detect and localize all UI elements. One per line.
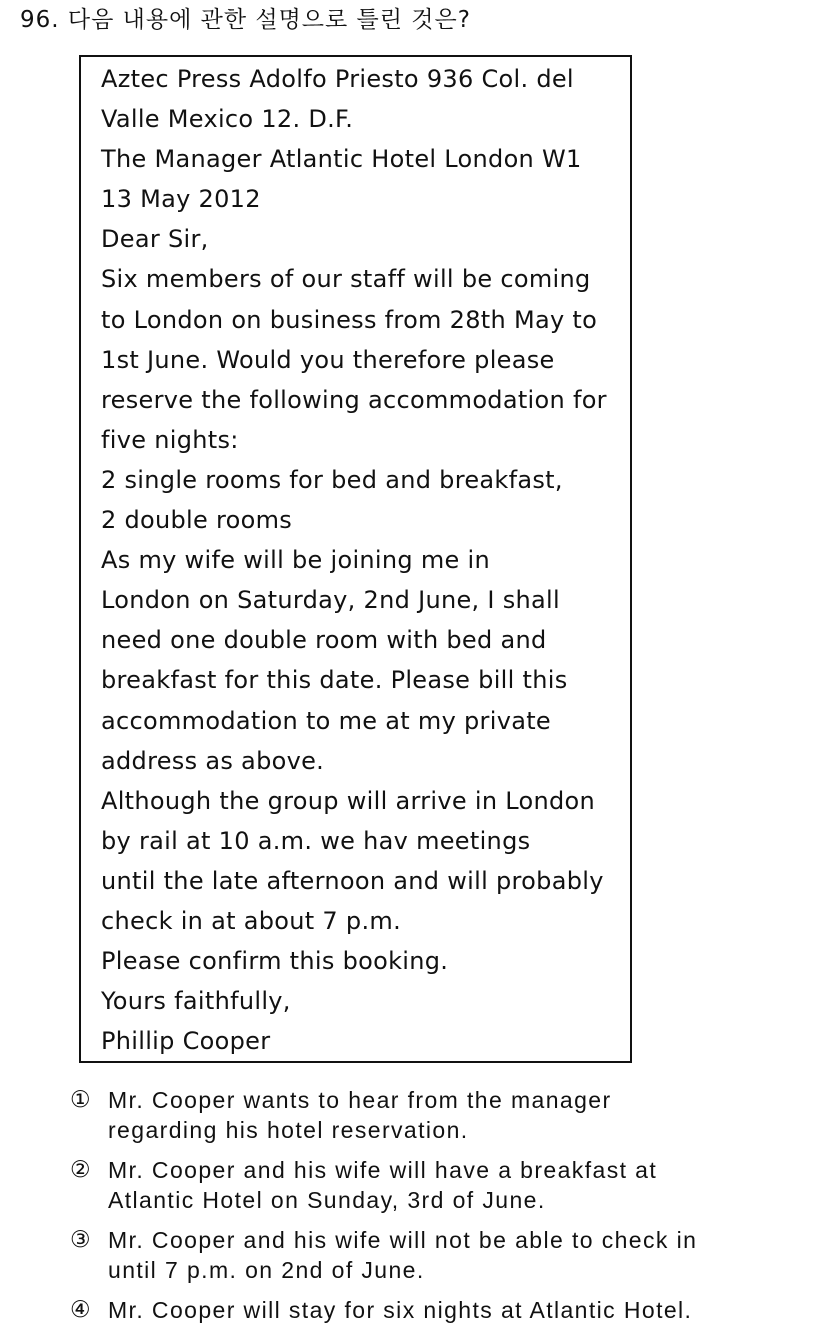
letter-line: 2 double rooms bbox=[101, 506, 293, 535]
letter-box bbox=[79, 55, 632, 1063]
choice-number: ③ bbox=[70, 1227, 91, 1253]
letter-line: to London on business from 28th May to bbox=[101, 305, 598, 334]
choice-number: ④ bbox=[70, 1297, 91, 1323]
choice-1[interactable] bbox=[70, 1085, 810, 1145]
letter-line: need one double room with bed and bbox=[101, 626, 547, 655]
letter-line: London on Saturday, 2nd June, I shall bbox=[101, 586, 560, 615]
choice-number: ① bbox=[70, 1087, 91, 1113]
letter-line: As my wife will be joining me in bbox=[101, 546, 491, 575]
choice-number: ② bbox=[70, 1157, 91, 1183]
letter-line: Valle Mexico 12. D.F. bbox=[101, 105, 354, 134]
letter-line: breakfast for this date. Please bill this bbox=[101, 666, 568, 695]
letter-line: The Manager Atlantic Hotel London W1 bbox=[101, 145, 582, 174]
letter-line: Dear Sir, bbox=[101, 225, 209, 254]
letter-line: reserve the following accommodation for bbox=[101, 385, 607, 414]
choice-4[interactable] bbox=[70, 1295, 810, 1325]
choice-text: Mr. Cooper and his wife will not be able to check in bbox=[108, 1227, 698, 1253]
choice-2[interactable] bbox=[70, 1155, 810, 1215]
letter-body bbox=[101, 59, 607, 1061]
answer-choices bbox=[70, 1085, 810, 1335]
letter-line: address as above. bbox=[101, 746, 325, 775]
letter-signature: Phillip Cooper bbox=[101, 1027, 271, 1056]
choice-text: Mr. Cooper and his wife will have a breakfast at bbox=[108, 1157, 658, 1183]
letter-line: until the late afternoon and will probably bbox=[101, 866, 604, 895]
letter-line: Yours faithfully, bbox=[101, 987, 291, 1016]
letter-line: check in at about 7 p.m. bbox=[101, 906, 401, 935]
letter-line: 2 single rooms for bed and breakfast, bbox=[101, 465, 563, 494]
letter-line: 13 May 2012 bbox=[101, 185, 261, 214]
choice-text: regarding his hotel reservation. bbox=[108, 1117, 469, 1143]
choice-text: until 7 p.m. on 2nd of June. bbox=[108, 1257, 425, 1283]
letter-line: 1st June. Would you therefore please bbox=[101, 345, 555, 374]
letter-line: five nights: bbox=[101, 425, 239, 454]
letter-line: Although the group will arrive in London bbox=[101, 786, 596, 815]
choice-text: Atlantic Hotel on Sunday, 3rd of June. bbox=[108, 1187, 546, 1213]
letter-line: Six members of our staff will be coming bbox=[101, 265, 591, 294]
choice-text: Mr. Cooper will stay for six nights at Atlantic Hotel. bbox=[108, 1297, 693, 1323]
choice-text: Mr. Cooper wants to hear from the manager bbox=[108, 1087, 612, 1113]
question-title: 96. 다음 내용에 관한 설명으로 틀린 것은? bbox=[20, 7, 471, 33]
letter-line: Please confirm this booking. bbox=[101, 947, 449, 976]
choice-3[interactable] bbox=[70, 1225, 810, 1285]
letter-line: accommodation to me at my private bbox=[101, 706, 551, 735]
letter-line: by rail at 10 a.m. we hav meetings bbox=[101, 826, 531, 855]
letter-line: Aztec Press Adolfo Priesto 936 Col. del bbox=[101, 65, 574, 93]
